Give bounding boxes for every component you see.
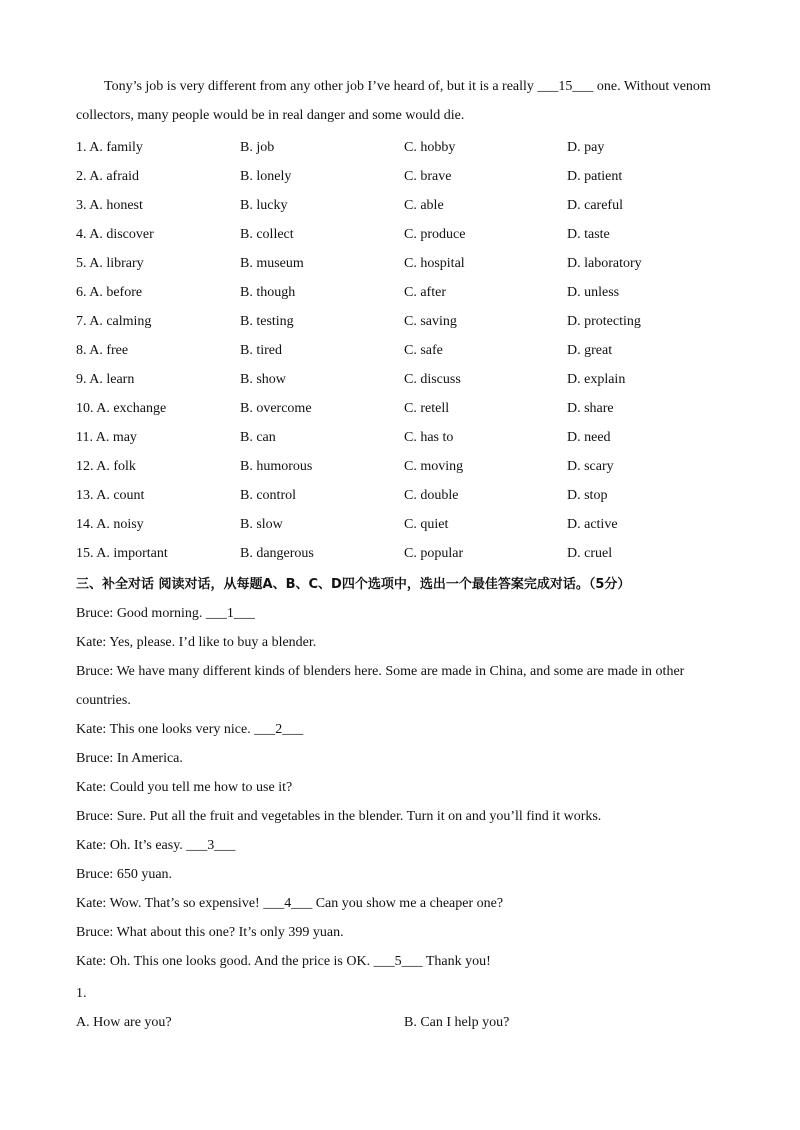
option-a: 5. A. library xyxy=(76,256,144,271)
dialogue-line: Kate: Oh. It’s easy. ___3___ xyxy=(76,838,236,853)
question-option-b: B. Can I help you? xyxy=(404,1015,510,1030)
option-d: D. great xyxy=(567,343,613,358)
option-row xyxy=(76,481,736,510)
dialogue-line: Bruce: Good morning. ___1___ xyxy=(76,606,255,621)
passage-line-2: collectors, many people would be in real danger and some would die. xyxy=(76,108,465,123)
option-c: C. popular xyxy=(404,546,464,561)
option-b: B. overcome xyxy=(240,401,312,416)
option-c: C. saving xyxy=(404,314,457,329)
passage-paragraph xyxy=(76,72,726,130)
option-b: B. lonely xyxy=(240,169,292,184)
dialogue-line: Bruce: In America. xyxy=(76,751,183,766)
option-a: 13. A. count xyxy=(76,488,145,503)
option-b: B. dangerous xyxy=(240,546,314,561)
option-a: 10. A. exchange xyxy=(76,401,167,416)
option-a: 2. A. afraid xyxy=(76,169,139,184)
option-row xyxy=(76,278,736,307)
option-d: D. need xyxy=(567,430,611,445)
option-c: C. moving xyxy=(404,459,464,474)
option-d: D. explain xyxy=(567,372,626,387)
dialogue-line: Kate: Oh. This one looks good. And the price is OK. ___5___ Thank you! xyxy=(76,954,491,969)
option-a: 9. A. learn xyxy=(76,372,135,387)
option-row xyxy=(76,452,736,481)
option-b: B. museum xyxy=(240,256,304,271)
option-row xyxy=(76,365,736,394)
option-d: D. careful xyxy=(567,198,623,213)
option-d: D. active xyxy=(567,517,618,532)
option-c: C. able xyxy=(404,198,444,213)
option-a: 1. A. family xyxy=(76,140,143,155)
option-b: B. humorous xyxy=(240,459,313,474)
option-b: B. tired xyxy=(240,343,282,358)
option-d: D. cruel xyxy=(567,546,613,561)
section-heading: 三、补全对话 阅读对话，从每题A、B、C、D四个选项中，选出一个最佳答案完成对话。（5分） xyxy=(76,577,631,592)
question-options xyxy=(76,1008,736,1037)
option-row xyxy=(76,423,736,452)
option-c: C. has to xyxy=(404,430,454,445)
option-a: 14. A. noisy xyxy=(76,517,144,532)
option-a: 15. A. important xyxy=(76,546,168,561)
dialogue-line: Kate: This one looks very nice. ___2___ xyxy=(76,722,304,737)
option-c: C. retell xyxy=(404,401,450,416)
question-number: 1. xyxy=(76,986,87,1001)
option-a: 4. A. discover xyxy=(76,227,154,242)
question-option-a: A. How are you? xyxy=(76,1015,172,1030)
option-c: C. brave xyxy=(404,169,452,184)
option-d: D. pay xyxy=(567,140,605,155)
dialogue-line: Kate: Yes, please. I’d like to buy a blender. xyxy=(76,635,317,650)
option-d: D. unless xyxy=(567,285,620,300)
option-row xyxy=(76,307,736,336)
option-row xyxy=(76,249,736,278)
option-a: 11. A. may xyxy=(76,430,137,445)
option-c: C. double xyxy=(404,488,459,503)
option-a: 3. A. honest xyxy=(76,198,143,213)
option-d: D. scary xyxy=(567,459,614,474)
option-b: B. slow xyxy=(240,517,283,532)
passage-line-1: Tony’s job is very different from any other job I’ve heard of, but it is a really ___15___ one. Without venom xyxy=(104,79,711,94)
option-b: B. collect xyxy=(240,227,294,242)
option-a: 12. A. folk xyxy=(76,459,136,474)
dialogue-line: Bruce: Sure. Put all the fruit and vegetables in the blender. Turn it on and you’ll find it works. xyxy=(76,809,602,824)
option-row xyxy=(76,539,736,568)
option-c: C. hospital xyxy=(404,256,465,271)
option-row xyxy=(76,220,736,249)
option-b: B. control xyxy=(240,488,296,503)
option-d: D. patient xyxy=(567,169,623,184)
dialogue xyxy=(76,599,726,976)
cloze-options-table xyxy=(76,133,736,568)
option-a: 8. A. free xyxy=(76,343,129,358)
option-b: B. show xyxy=(240,372,286,387)
option-b: B. lucky xyxy=(240,198,288,213)
option-c: C. quiet xyxy=(404,517,449,532)
option-c: C. hobby xyxy=(404,140,456,155)
option-c: C. safe xyxy=(404,343,443,358)
option-a: 7. A. calming xyxy=(76,314,152,329)
option-b: B. testing xyxy=(240,314,294,329)
option-d: D. protecting xyxy=(567,314,641,329)
option-row xyxy=(76,162,736,191)
option-d: D. stop xyxy=(567,488,608,503)
option-c: C. after xyxy=(404,285,446,300)
option-row xyxy=(76,336,736,365)
option-b: B. though xyxy=(240,285,296,300)
option-row xyxy=(76,191,736,220)
dialogue-line: Bruce: 650 yuan. xyxy=(76,867,173,882)
option-d: D. taste xyxy=(567,227,610,242)
option-d: D. laboratory xyxy=(567,256,642,271)
option-b: B. job xyxy=(240,140,275,155)
option-a: 6. A. before xyxy=(76,285,143,300)
dialogue-line: Kate: Could you tell me how to use it? xyxy=(76,780,293,795)
dialogue-line: Kate: Wow. That’s so expensive! ___4___ Can you show me a cheaper one? xyxy=(76,896,504,911)
option-row xyxy=(76,510,736,539)
dialogue-line: Bruce: What about this one? It’s only 399 yuan. xyxy=(76,925,344,940)
option-d: D. share xyxy=(567,401,614,416)
option-c: C. produce xyxy=(404,227,466,242)
option-c: C. discuss xyxy=(404,372,461,387)
dialogue-line: Bruce: We have many different kinds of blenders here. Some are made in China, and some are made in other countries. xyxy=(76,664,685,708)
option-row xyxy=(76,394,736,423)
option-b: B. can xyxy=(240,430,276,445)
option-row xyxy=(76,133,736,162)
